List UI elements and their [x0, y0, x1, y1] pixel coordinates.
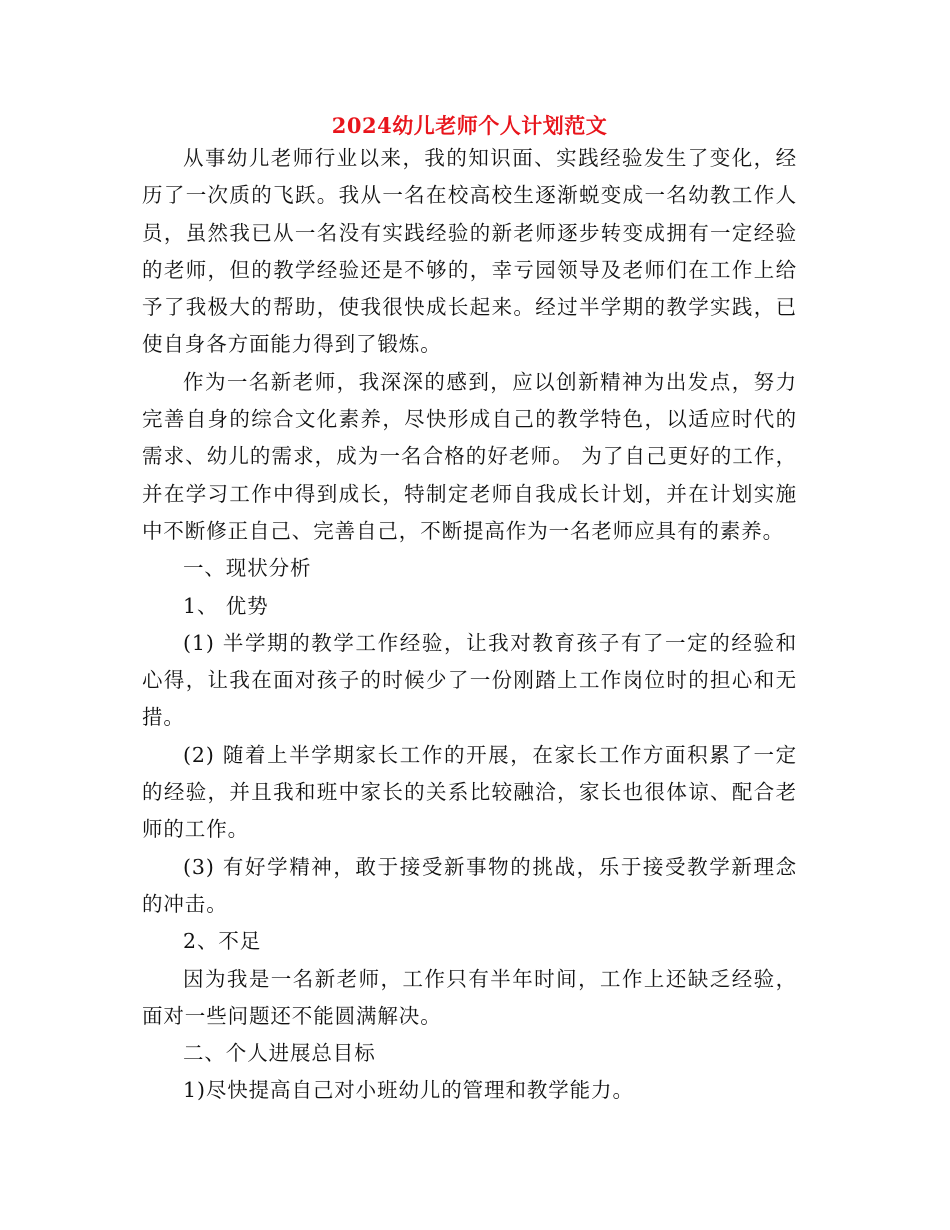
- paragraph-goal-1: 1)尽快提高自己对小班幼儿的管理和教学能力。: [183, 1078, 634, 1103]
- heading-overall-goals: 二、个人进展总目标: [183, 1041, 376, 1066]
- paragraph-purpose: 作为一名新老师，我深深的感到，应以创新精神为出发点，努力完善自身的综合文化素养，尽快形成自己的教学特色，以适应时代的需求、幼儿的需求，成为一名合格的好老师。 为了自己更好的工作，并在学习工作中得到成长，特制定老师自我成长计划，并在计划实施中不断修正自己、完善自己，不断提高作为一名老师应具有的素养。: [142, 369, 797, 543]
- paragraph-strength-2: (2) 随着上半学期家长工作的开展，在家长工作方面积累了一定的经验，并且我和班中家长的关系比较融洽，家长也很体谅、配合老师的工作。: [142, 742, 797, 842]
- document-body: [142, 112, 797, 1110]
- paragraph-strength-3: (3) 有好学精神，敢于接受新事物的挑战，乐于接受教学新理念的冲击。: [142, 854, 797, 916]
- heading-strengths: 1、 优势: [183, 593, 269, 618]
- heading-weaknesses: 2、不足: [183, 929, 262, 954]
- document-title: 2024幼儿老师个人计划范文: [331, 113, 608, 138]
- paragraph-weakness: 因为我是一名新老师，工作只有半年时间，工作上还缺乏经验，面对一些问题还不能圆满解决。: [142, 966, 797, 1028]
- heading-status-analysis: 一、现状分析: [183, 556, 312, 581]
- paragraph-intro: 从事幼儿老师行业以来，我的知识面、实践经验发生了变化，经历了一次质的飞跃。我从一名在校高校生逐渐蜕变成一名幼教工作人员，虽然我已从一名没有实践经验的新老师逐步转变成拥有一定经验的老师，但的教学经验还是不够的，幸亏园领导及老师们在工作上给予了我极大的帮助，使我很快成长起来。经过半学期的教学实践，已使自身各方面能力得到了锻炼。: [142, 146, 797, 357]
- paragraph-strength-1: (1) 半学期的教学工作经验，让我对教育孩子有了一定的经验和心得，让我在面对孩子的时候少了一份刚踏上工作岗位时的担心和无措。: [142, 630, 797, 730]
